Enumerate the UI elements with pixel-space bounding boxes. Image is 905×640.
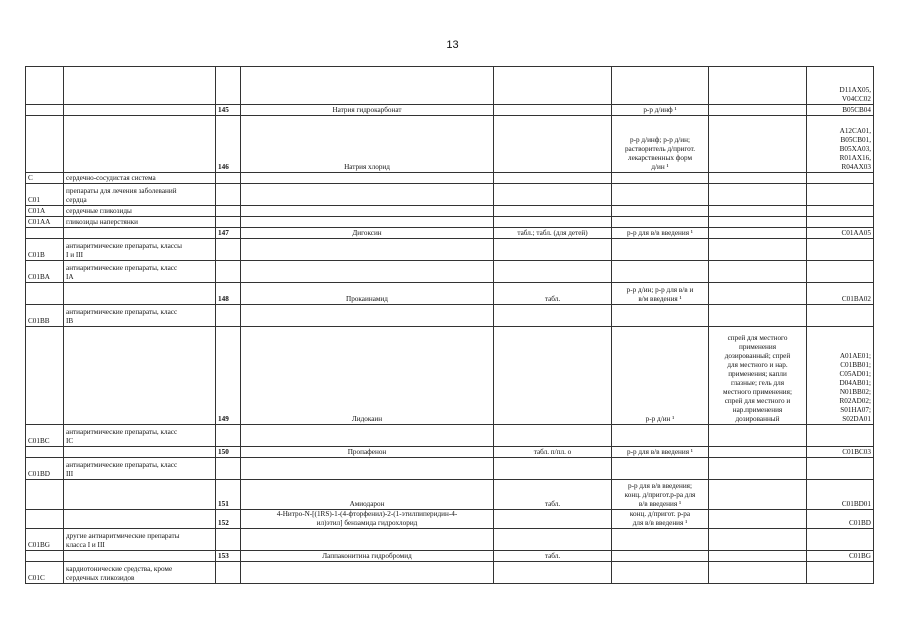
drug-name-cell — [241, 261, 494, 283]
solution-form-cell: р-р д/инф ¹ — [612, 105, 709, 116]
other-form-cell — [709, 217, 807, 228]
atc-description-cell: антиаритмические препараты, класс III — [64, 458, 216, 480]
other-form-cell — [709, 173, 807, 184]
solution-form-cell — [612, 562, 709, 584]
atc-reference-cell: C01BD01 — [807, 480, 874, 510]
atc-code-cell — [26, 67, 64, 105]
atc-code-cell: C01C — [26, 562, 64, 584]
dosage-form-cell: табл. — [494, 480, 612, 510]
atc-description-cell: гликозиды наперстянки — [64, 217, 216, 228]
drug-name-cell — [241, 458, 494, 480]
other-form-cell — [709, 425, 807, 447]
other-form-cell — [709, 116, 807, 173]
atc-code-cell — [26, 551, 64, 562]
drug-name-cell — [241, 206, 494, 217]
table-row — [26, 173, 874, 184]
atc-code-cell — [26, 228, 64, 239]
dosage-form-cell — [494, 529, 612, 551]
atc-description-cell: другие антиаритмические препараты класса I и III — [64, 529, 216, 551]
atc-description-cell — [64, 327, 216, 425]
atc-reference-cell: B05CB04 — [807, 105, 874, 116]
other-form-cell — [709, 105, 807, 116]
table-row — [26, 327, 874, 425]
drug-name-cell: Лидокаин — [241, 327, 494, 425]
atc-code-cell: C01A — [26, 206, 64, 217]
dosage-form-cell — [494, 562, 612, 584]
atc-description-cell: антиаритмические препараты, класс IC — [64, 425, 216, 447]
row-number-cell: 151 — [216, 480, 241, 510]
other-form-cell — [709, 206, 807, 217]
atc-reference-cell: D11AX05, V04CC02 — [807, 67, 874, 105]
solution-form-cell — [612, 261, 709, 283]
solution-form-cell: р-р д/ин; р-р для в/в и в/м введения ¹ — [612, 283, 709, 305]
row-number-cell: 152 — [216, 510, 241, 529]
drug-name-cell: Лаппаконитина гидробромид — [241, 551, 494, 562]
other-form-cell — [709, 458, 807, 480]
dosage-form-cell — [494, 67, 612, 105]
atc-reference-cell — [807, 261, 874, 283]
atc-code-cell — [26, 447, 64, 458]
dosage-form-cell — [494, 239, 612, 261]
atc-description-cell — [64, 105, 216, 116]
table-row — [26, 105, 874, 116]
drug-name-cell: Натрия гидрокарбонат — [241, 105, 494, 116]
atc-description-cell: препараты для лечения заболеваний сердца — [64, 184, 216, 206]
solution-form-cell — [612, 305, 709, 327]
atc-code-cell: C01B — [26, 239, 64, 261]
dosage-form-cell — [494, 184, 612, 206]
atc-code-cell — [26, 116, 64, 173]
solution-form-cell: р-р для в/в введения ¹ — [612, 228, 709, 239]
atc-code-cell — [26, 327, 64, 425]
solution-form-cell — [612, 425, 709, 447]
atc-reference-cell: C01BC03 — [807, 447, 874, 458]
atc-code-cell: C01BG — [26, 529, 64, 551]
dosage-form-cell: табл. п/пл. о — [494, 447, 612, 458]
atc-reference-cell — [807, 217, 874, 228]
solution-form-cell — [612, 184, 709, 206]
row-number-cell — [216, 184, 241, 206]
solution-form-cell — [612, 206, 709, 217]
atc-description-cell — [64, 283, 216, 305]
dosage-form-cell — [494, 217, 612, 228]
table-row — [26, 529, 874, 551]
row-number-cell — [216, 425, 241, 447]
atc-description-cell — [64, 480, 216, 510]
row-number-cell — [216, 173, 241, 184]
drug-name-cell — [241, 562, 494, 584]
row-number-cell: 146 — [216, 116, 241, 173]
dosage-form-cell — [494, 116, 612, 173]
atc-reference-cell — [807, 173, 874, 184]
table-row — [26, 217, 874, 228]
atc-reference-cell — [807, 206, 874, 217]
row-number-cell — [216, 305, 241, 327]
table-row — [26, 510, 874, 529]
table-row — [26, 67, 874, 105]
atc-reference-cell: C01BA02 — [807, 283, 874, 305]
other-form-cell — [709, 239, 807, 261]
solution-form-cell — [612, 239, 709, 261]
atc-description-cell: кардиотонические средства, кроме сердечных гликозидов — [64, 562, 216, 584]
atc-reference-cell — [807, 562, 874, 584]
atc-reference-cell: A01AE01; C01BB01; C05AD01; D04AB01; N01BB02; R02AD02; S01HA07; S02DA01 — [807, 327, 874, 425]
table-row — [26, 458, 874, 480]
atc-description-cell — [64, 116, 216, 173]
other-form-cell — [709, 184, 807, 206]
atc-code-cell — [26, 480, 64, 510]
atc-description-cell: антиаритмические препараты, классы I и III — [64, 239, 216, 261]
solution-form-cell: конц. д/пригот. р-ра для в/в введения ¹ — [612, 510, 709, 529]
solution-form-cell — [612, 458, 709, 480]
dosage-form-cell — [494, 458, 612, 480]
dosage-form-cell: табл. — [494, 283, 612, 305]
other-form-cell — [709, 305, 807, 327]
other-form-cell — [709, 529, 807, 551]
row-number-cell: 147 — [216, 228, 241, 239]
drug-name-cell: 4-Нитро-N-[(1RS)-1-(4-фторфенил)-2-(1-этилпиперидин-4- ил)этил] бензамида гидрохлорид — [241, 510, 494, 529]
solution-form-cell — [612, 217, 709, 228]
solution-form-cell — [612, 529, 709, 551]
atc-description-cell — [64, 67, 216, 105]
table-row — [26, 305, 874, 327]
table-row — [26, 206, 874, 217]
table-row — [26, 551, 874, 562]
table-row — [26, 228, 874, 239]
row-number-cell: 153 — [216, 551, 241, 562]
other-form-cell — [709, 480, 807, 510]
atc-description-cell: сердечно-сосудистая система — [64, 173, 216, 184]
row-number-cell — [216, 529, 241, 551]
drug-classification-table — [25, 66, 874, 584]
page-number: 13 — [446, 39, 459, 51]
row-number-cell — [216, 217, 241, 228]
atc-description-cell — [64, 447, 216, 458]
solution-form-cell — [612, 67, 709, 105]
drug-name-cell — [241, 184, 494, 206]
dosage-form-cell — [494, 327, 612, 425]
row-number-cell — [216, 67, 241, 105]
table-row — [26, 480, 874, 510]
solution-form-cell — [612, 173, 709, 184]
row-number-cell — [216, 239, 241, 261]
atc-code-cell: C01BC — [26, 425, 64, 447]
atc-code-cell: C01BD — [26, 458, 64, 480]
atc-description-cell — [64, 510, 216, 529]
atc-reference-cell — [807, 529, 874, 551]
dosage-form-cell — [494, 173, 612, 184]
solution-form-cell: р-р для в/в введения; конц. д/пригот.р-ра для в/в введения ¹ — [612, 480, 709, 510]
table-row — [26, 283, 874, 305]
row-number-cell: 148 — [216, 283, 241, 305]
dosage-form-cell: табл. — [494, 551, 612, 562]
solution-form-cell: р-р для в/в введения ¹ — [612, 447, 709, 458]
other-form-cell: спрей для местного применения дозированный; спрей для местного и нар. применения; капли глазные; гель для местного применения; спрей для местного и нар.применения дозированный — [709, 327, 807, 425]
other-form-cell — [709, 562, 807, 584]
other-form-cell — [709, 447, 807, 458]
drug-name-cell — [241, 425, 494, 447]
table-row — [26, 425, 874, 447]
row-number-cell — [216, 261, 241, 283]
atc-code-cell — [26, 283, 64, 305]
atc-description-cell — [64, 551, 216, 562]
table-row — [26, 261, 874, 283]
other-form-cell — [709, 510, 807, 529]
dosage-form-cell — [494, 510, 612, 529]
table-row — [26, 447, 874, 458]
drug-name-cell: Натрия хлорид — [241, 116, 494, 173]
drug-name-cell — [241, 529, 494, 551]
atc-code-cell: C01BA — [26, 261, 64, 283]
dosage-form-cell — [494, 425, 612, 447]
row-number-cell — [216, 562, 241, 584]
drug-name-cell — [241, 173, 494, 184]
dosage-form-cell — [494, 305, 612, 327]
drug-name-cell — [241, 239, 494, 261]
drug-name-cell: Дигоксин — [241, 228, 494, 239]
atc-code-cell: C01AA — [26, 217, 64, 228]
row-number-cell — [216, 206, 241, 217]
table-row — [26, 239, 874, 261]
drug-name-cell: Пропафенон — [241, 447, 494, 458]
row-number-cell: 145 — [216, 105, 241, 116]
atc-reference-cell — [807, 239, 874, 261]
other-form-cell — [709, 228, 807, 239]
dosage-form-cell — [494, 206, 612, 217]
atc-description-cell — [64, 228, 216, 239]
drug-name-cell — [241, 217, 494, 228]
atc-code-cell: C01BB — [26, 305, 64, 327]
solution-form-cell: р-р д/инф; р-р д/ин; растворитель д/пригот. лекарственных форм д/ин ¹ — [612, 116, 709, 173]
drug-name-cell — [241, 305, 494, 327]
atc-reference-cell — [807, 425, 874, 447]
drug-name-cell: Амиодарон — [241, 480, 494, 510]
other-form-cell — [709, 283, 807, 305]
table-row — [26, 184, 874, 206]
solution-form-cell — [612, 551, 709, 562]
dosage-form-cell: табл.; табл. (для детей) — [494, 228, 612, 239]
atc-code-cell: C01 — [26, 184, 64, 206]
row-number-cell: 150 — [216, 447, 241, 458]
atc-code-cell: C — [26, 173, 64, 184]
table-row — [26, 562, 874, 584]
dosage-form-cell — [494, 105, 612, 116]
atc-reference-cell: C01AA05 — [807, 228, 874, 239]
row-number-cell: 149 — [216, 327, 241, 425]
drug-name-cell: Прокаинамид — [241, 283, 494, 305]
solution-form-cell: р-р д/ин ¹ — [612, 327, 709, 425]
other-form-cell — [709, 67, 807, 105]
atc-reference-cell: C01BD — [807, 510, 874, 529]
atc-reference-cell — [807, 458, 874, 480]
atc-code-cell — [26, 510, 64, 529]
atc-description-cell: антиаритмические препараты, класс IB — [64, 305, 216, 327]
other-form-cell — [709, 261, 807, 283]
atc-description-cell: антиаритмические препараты, класс IA — [64, 261, 216, 283]
atc-description-cell: сердечные гликозиды — [64, 206, 216, 217]
atc-code-cell — [26, 105, 64, 116]
atc-reference-cell — [807, 184, 874, 206]
dosage-form-cell — [494, 261, 612, 283]
drug-name-cell — [241, 67, 494, 105]
atc-reference-cell: A12CA01, B05CB01, B05XA03, R01AX16, R04AX03 — [807, 116, 874, 173]
table-row — [26, 116, 874, 173]
other-form-cell — [709, 551, 807, 562]
atc-reference-cell: C01BG — [807, 551, 874, 562]
atc-reference-cell — [807, 305, 874, 327]
row-number-cell — [216, 458, 241, 480]
